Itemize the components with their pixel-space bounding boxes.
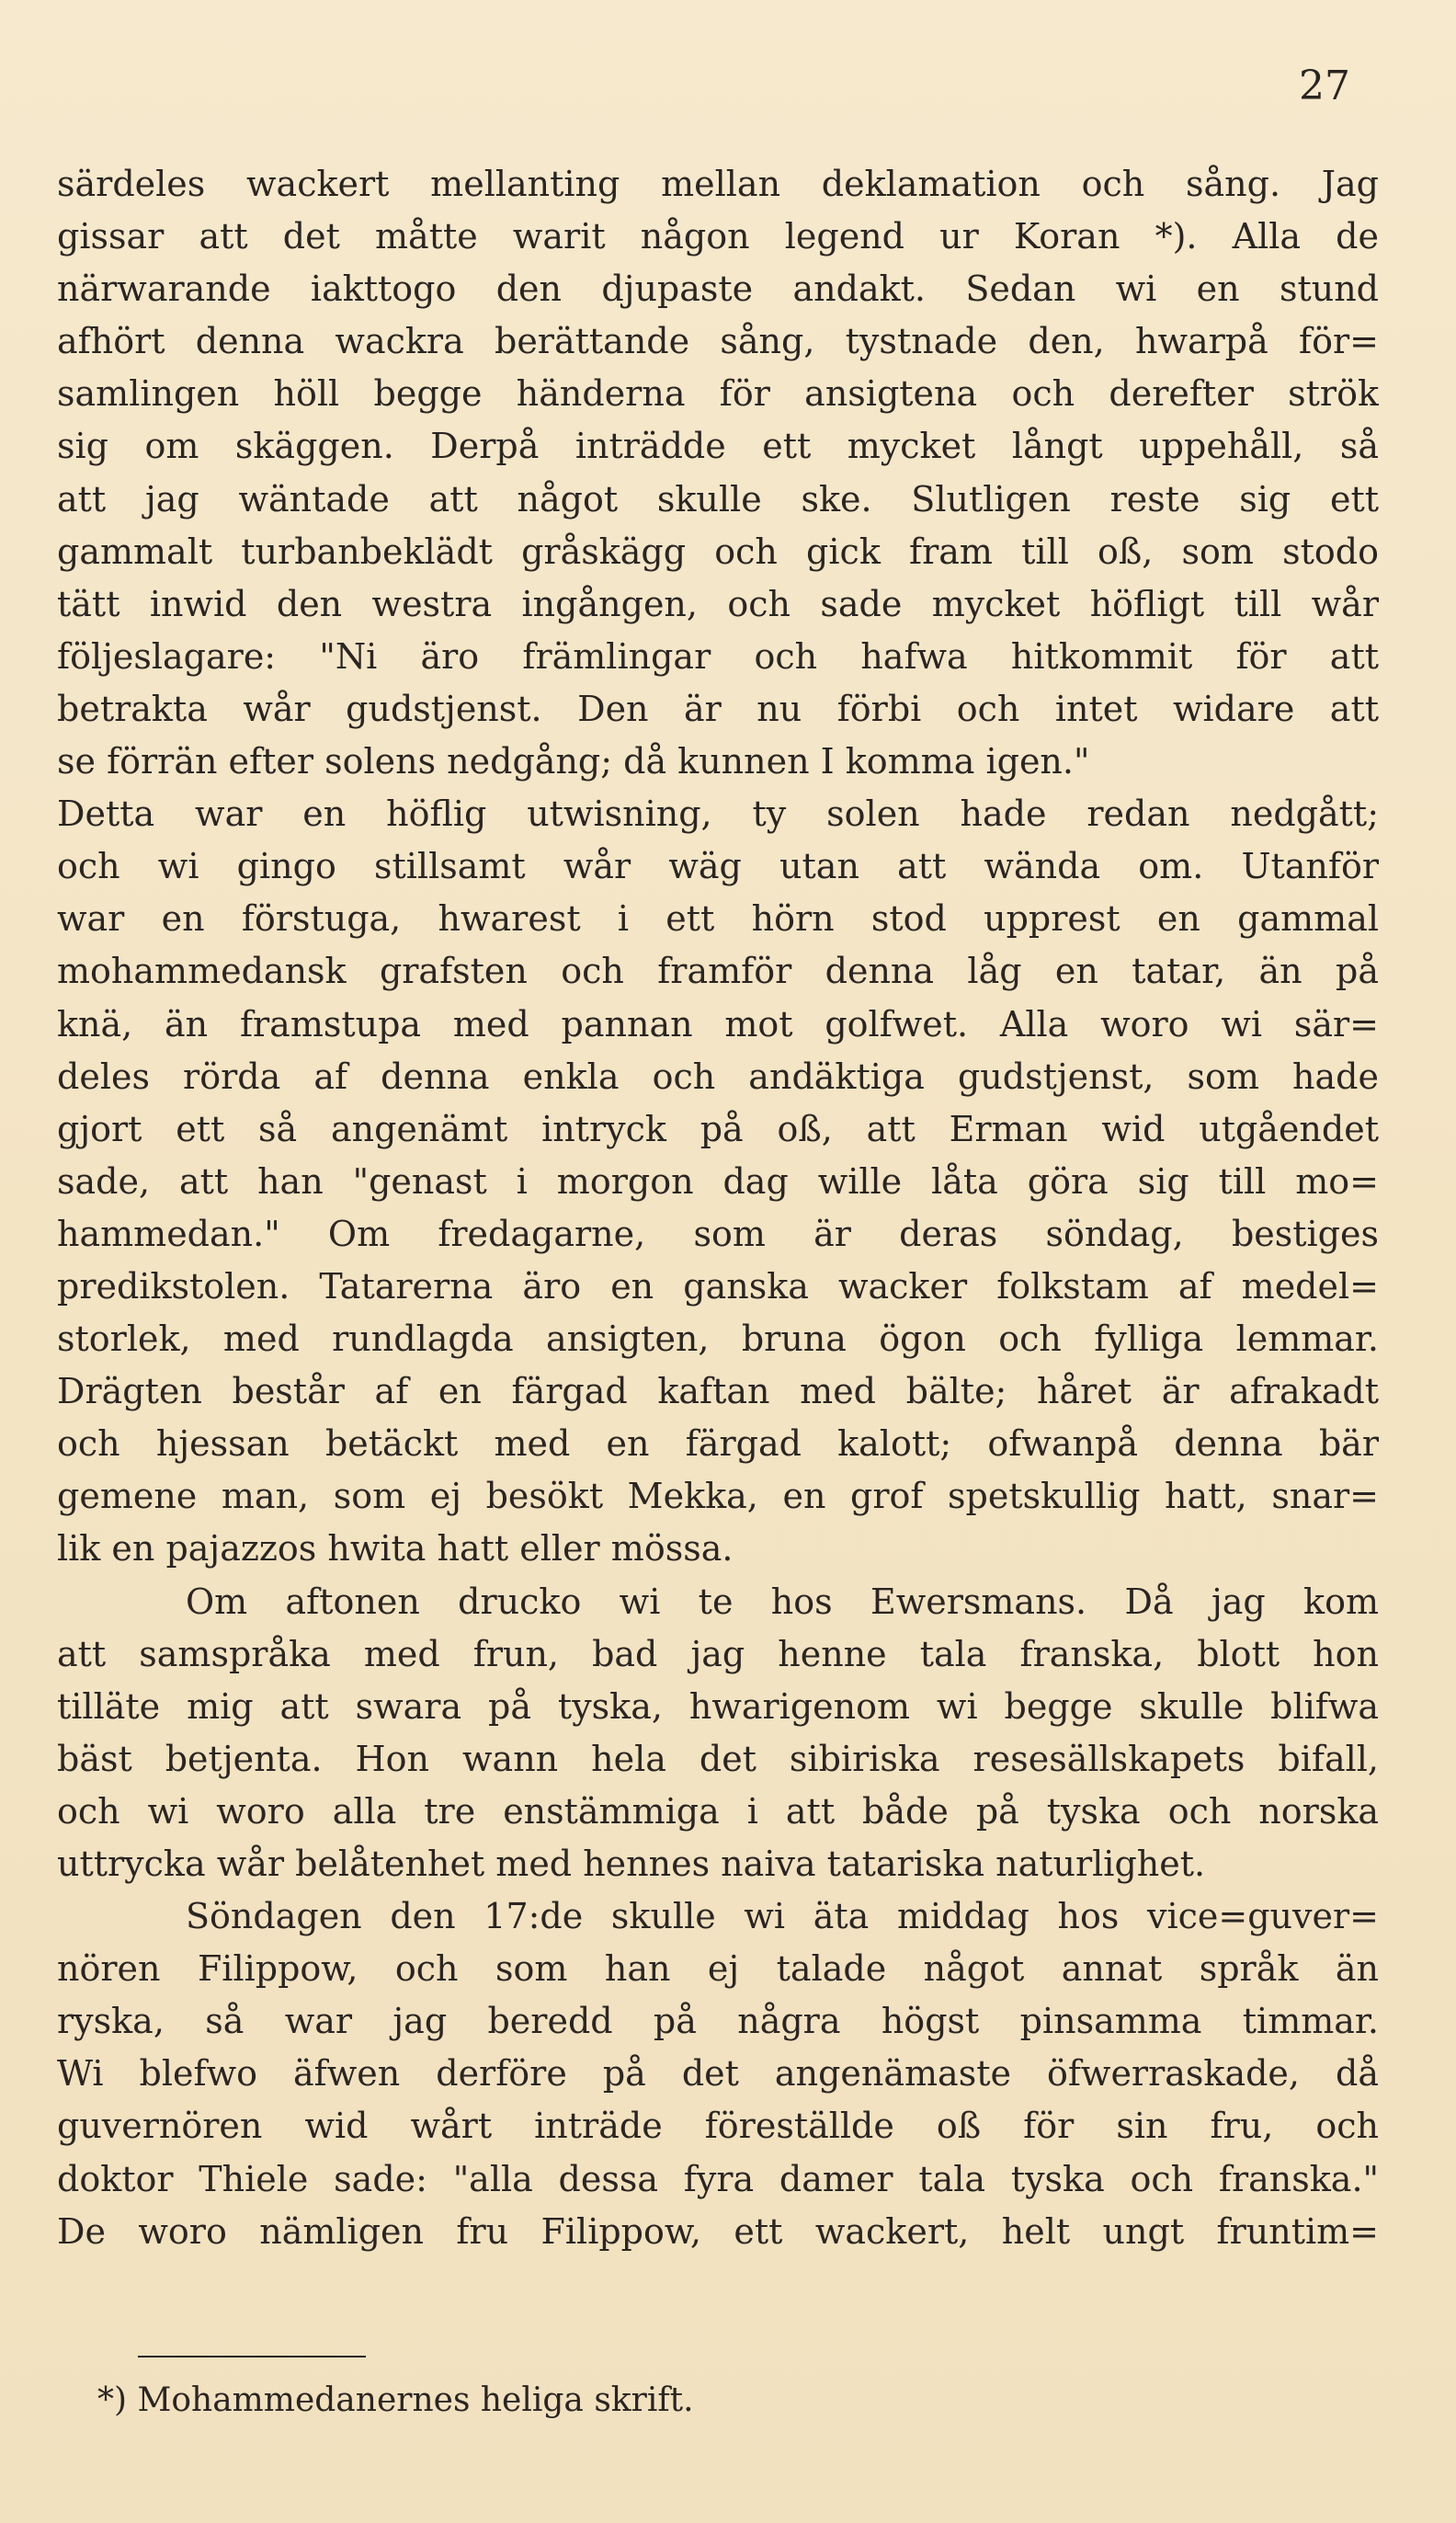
body-text (57, 158, 1379, 2258)
text-line: Söndagen den 17:de skulle wi äta middag hos vice=guver= (186, 1896, 1379, 1937)
text-line: Detta war en höflig utwisning, ty solen hade redan nedgått; (57, 793, 1379, 835)
text-line: predikstolen. Tatarerna äro en ganska wacker folkstam af medel= (57, 1265, 1379, 1307)
text-line: Wi blefwo äfwen derföre på det angenämaste öfwerraskade, då (57, 2053, 1379, 2095)
text-line: storlek, med rundlagda ansigten, bruna ögon och fylliga lemmar. (57, 1319, 1379, 1360)
text-line: närwarande iakttogo den djupaste andakt. Sedan wi en stund (57, 268, 1379, 310)
text-line: och wi woro alla tre enstämmiga i att både på tyska och norska (57, 1790, 1379, 1832)
text-line: deles rörda af denna enkla och andäktiga gudstjenst, som hade (57, 1056, 1379, 1097)
text-line: gemene man, som ej besökt Mekka, en grof spetskullig hatt, snar= (57, 1476, 1379, 1517)
text-line: se förrän efter solens nedgång; då kunnen I komma igen." (57, 741, 1090, 782)
text-line: särdeles wackert mellanting mellan deklamation och sång. Jag (57, 164, 1379, 204)
text-line: war en förstuga, hwarest i ett hörn stod upprest en gammal (57, 898, 1379, 940)
text-line: mohammedansk grafsten och framför denna låg en tatar, än på (57, 951, 1379, 992)
text-line: nören Filippow, och som han ej talade något annat språk än (57, 1948, 1379, 1990)
text-line: gissar att det måtte warit någon legend ur Koran *). Alla de (57, 216, 1379, 257)
text-line: afhört denna wackra berättande sång, tystnade den, hwarpå för= (57, 321, 1379, 362)
text-line: sade, att han "genast i morgon dag wille låta göra sig till mo= (57, 1160, 1379, 1202)
text-line: knä, än framstupa med pannan mot golfwet. Alla woro wi sär= (57, 1003, 1379, 1045)
text-line: hammedan." Om fredagarne, som är deras söndag, bestiges (57, 1213, 1379, 1254)
footnote: *) Mohammedanernes heliga skrift. (97, 2381, 694, 2419)
text-line: tätt inwid den westra ingången, och sade mycket höfligt till wår (57, 583, 1379, 624)
text-line: samlingen höll begge händerna för ansigtena och derefter strök (57, 373, 1379, 415)
text-line: sig om skäggen. Derpå inträdde ett mycket långt uppehåll, så (57, 426, 1379, 467)
text-line: uttrycka wår belåtenhet med hennes naiva tatariska naturlighet. (57, 1844, 1206, 1884)
page-number: 27 (1299, 63, 1350, 109)
text-line: och hjessan betäckt med en färgad kalott; ofwanpå denna bär (57, 1423, 1379, 1465)
text-line: att jag wäntade att något skulle ske. Slutligen reste sig ett (57, 478, 1379, 519)
text-line: doktor Thiele sade: "alla dessa fyra damer tala tyska och franska." (57, 2158, 1379, 2199)
text-line: ryska, så war jag beredd på några högst pinsamma timmar. (57, 2001, 1379, 2042)
text-line: Om aftonen drucko wi te hos Ewersmans. Då jag kom (186, 1581, 1379, 1622)
footnote-rule (138, 2356, 366, 2357)
text-line: lik en pajazzos hwita hatt eller mössa. (57, 1528, 734, 1570)
text-line: tilläte mig att swara på tyska, hwarigenom wi begge skulle blifwa (57, 1685, 1379, 1727)
text-line: gammalt turbanbeklädt gråskägg och gick fram till oß, som stodo (57, 531, 1379, 572)
text-line: följeslagare: "Ni äro främlingar och hafwa hitkommit för att (57, 635, 1379, 677)
text-line: betrakta wår gudstjenst. Den är nu förbi och intet widare att (57, 688, 1379, 729)
text-line: De woro nämligen fru Filippow, ett wackert, helt ungt fruntim= (57, 2210, 1379, 2252)
text-line: och wi gingo stillsamt wår wäg utan att wända om. Utanför (57, 846, 1379, 887)
text-line: Drägten består af en färgad kaftan med bälte; håret är afrakadt (57, 1371, 1379, 1412)
text-line: att samspråka med frun, bad jag henne tala franska, blott hon (57, 1633, 1379, 1674)
text-line: bäst betjenta. Hon wann hela det sibiriska resesällskapets bifall, (57, 1738, 1379, 1779)
text-line: gjort ett så angenämt intryck på oß, att Erman wid utgåendet (57, 1108, 1379, 1149)
text-line: guvernören wid wårt inträde föreställde oß för sin fru, och (57, 2106, 1379, 2147)
